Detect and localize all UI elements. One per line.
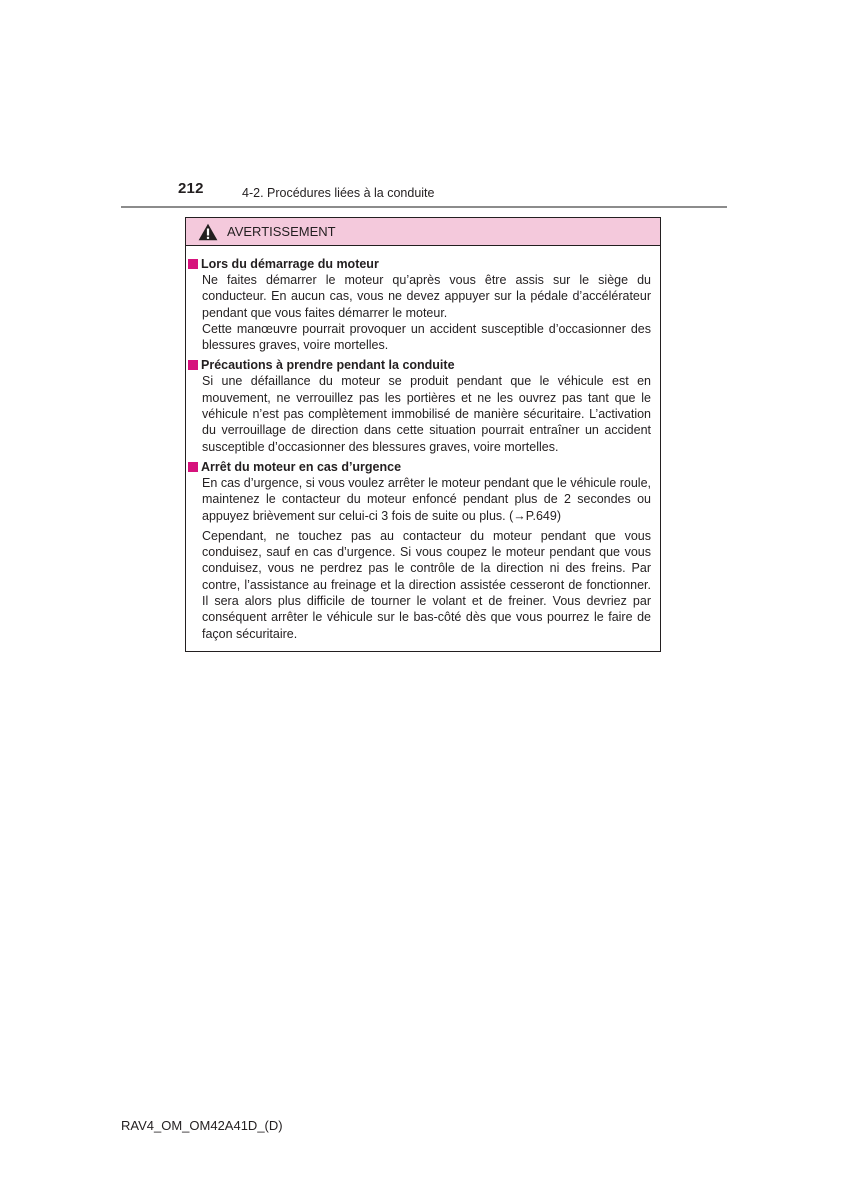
section-heading bbox=[188, 459, 651, 475]
bullet-square-icon bbox=[188, 462, 198, 472]
warning-title: AVERTISSEMENT bbox=[227, 224, 336, 239]
paragraph: Ne faites démarrer le moteur qu’après vous être assis sur le siège du conducteur. En aucun cas, vous ne devez appuyer sur la pédale d’accélérateur pendant que vous faites démarrer le moteur. bbox=[202, 273, 651, 320]
section-heading-text: Arrêt du moteur en cas d’urgence bbox=[201, 459, 402, 474]
paragraph: Si une défaillance du moteur se produit pendant que le véhicule est en mouvement, ne verrouillez pas les portières et ne les ouvrez pas tant que le véhicule n’est pas complètement immobilisé de manière sécuritaire. L’activation du verrouillage de direction dans cette situation pourrait entraîner un accident susceptible d’occasionner des blessures graves, voire mortelles. bbox=[202, 374, 651, 454]
warning-section-driving-precautions bbox=[188, 357, 651, 454]
section-heading bbox=[188, 256, 651, 272]
warning-section-emergency-stop bbox=[188, 459, 651, 642]
warning-section-engine-start bbox=[188, 256, 651, 353]
bullet-square-icon bbox=[188, 360, 198, 370]
document-code: RAV4_OM_OM42A41D_(D) bbox=[121, 1118, 283, 1133]
warning-header bbox=[186, 218, 660, 246]
section-heading-text: Lors du démarrage du moteur bbox=[201, 257, 379, 271]
bullet-square-icon bbox=[188, 259, 198, 269]
section-heading bbox=[188, 357, 651, 373]
page-number: 212 bbox=[178, 180, 204, 197]
paragraph: Cette manœuvre pourrait provoquer un accident susceptible d’occasionner des blessures graves, voire mortelles. bbox=[202, 321, 651, 353]
header-divider bbox=[121, 206, 727, 208]
paragraph: En cas d’urgence, si vous voulez arrêter le moteur pendant que le véhicule roule, maintenez le contacteur du moteur enfoncé pendant plus de 2 secondes ou appuyez brièvement sur celui-ci 3 fois de suite ou plus. (→P.649) bbox=[202, 475, 651, 523]
warning-triangle-icon bbox=[198, 223, 218, 241]
warning-box bbox=[185, 217, 661, 652]
section-title: 4-2. Procédures liées à la conduite bbox=[242, 186, 435, 200]
paragraph: Cependant, ne touchez pas au contacteur du moteur pendant que vous conduisez, sauf en cas d’urgence. Si vous coupez le moteur pendant que vous conduisez, vous ne perdrez pas le contrôle de la direction ni des freins. Par contre, l’assistance au freinage et la direction assistée cesseront de fonctionner. Il sera alors plus difficile de tourner le volant et de freiner. Vous devriez par conséquent arrêter le véhicule sur le bas-côté dès que vous pourrez le faire de façon sécuritaire. bbox=[202, 528, 651, 641]
section-heading-text: Précautions à prendre pendant la conduite bbox=[201, 358, 455, 373]
warning-body bbox=[186, 246, 660, 642]
